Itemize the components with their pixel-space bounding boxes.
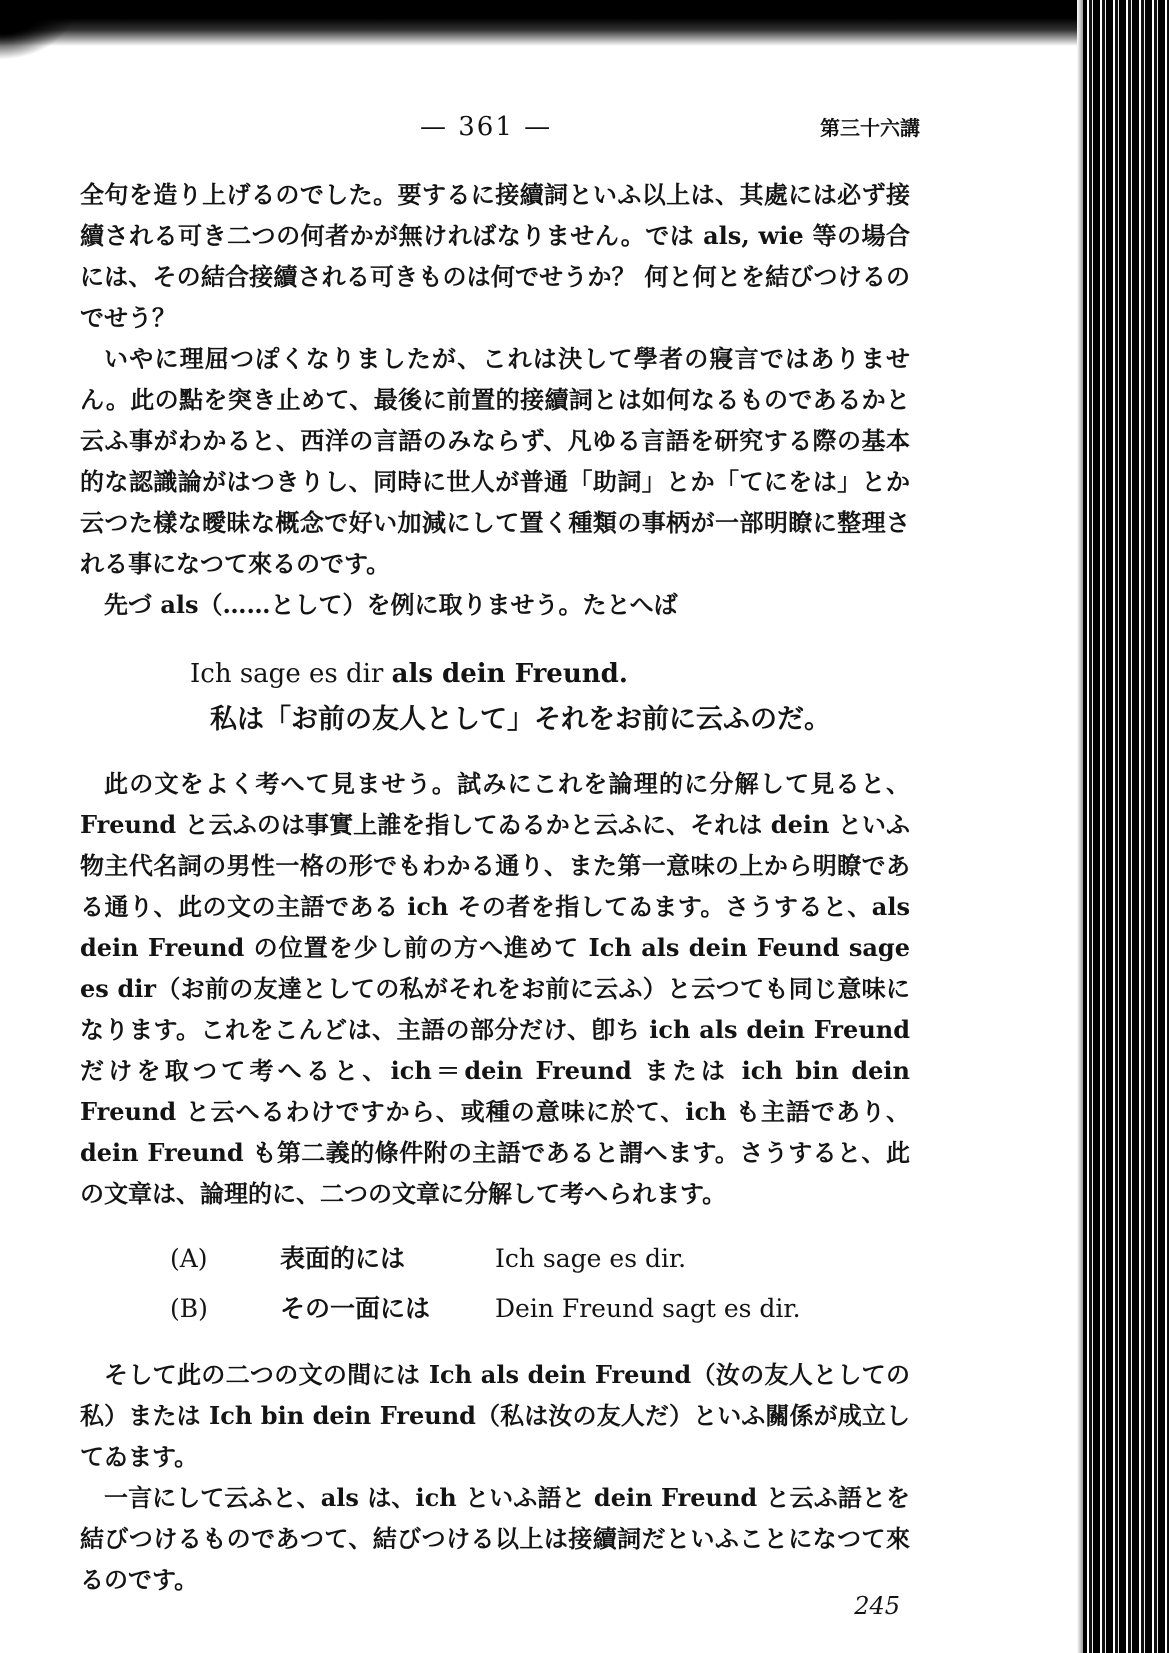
- analysis-label: (A): [170, 1244, 208, 1273]
- analysis-german: Ich sage es dir.: [495, 1244, 687, 1273]
- analysis-list: [170, 1234, 910, 1334]
- spacer: [80, 747, 910, 763]
- paragraph-3: 先づ als（……として）を例に取りませう。たとへば: [104, 590, 678, 619]
- analysis-row-a: [170, 1234, 910, 1284]
- running-head: [60, 110, 920, 150]
- analysis-row-b: [170, 1284, 910, 1334]
- paragraph-4: 此の文をよく考へて見ませう。試みにこれを論理的に分解して見ると、Freund と云ふのは事實上誰を指してゐるかと云ふに、それは dein といふ物主代名詞の男性一格の形でもわかる通り、また第一意味の上から明瞭である通り、此の文の主語である ich その者を指してゐます。さうすると、als dein Freund の位置を少し前の方へ進めて Ich als dein Feund sage es dir（お前の友達としての私がそれをお前に云ふ）と云つても同じ意味になります。これをこんどは、主語の部分だけ、卽ち ich als dein Freund だけを取つて考へると、ich＝dein Freund または ich bin dein Freund と云へるわけですから、或種の意味に於て、ich も主語であり、dein Freund も第二義的條件附の主語であると謂へます。さうすると、此の文章は、論理的に、二つの文章に分解して考へられます。: [80, 769, 910, 1208]
- example-german-bold: als dein Freund.: [391, 659, 628, 689]
- example-sentence: [80, 651, 910, 743]
- analysis-desc: その一面には: [280, 1294, 431, 1323]
- paragraph-1: 全句を造り上げるのでした。要するに接續詞といふ以上は、其處には必ず接續される可き二つの何者かが無ければなりません。では als, wie 等の場合には、その結合接續される可きものは何でせうか？ 何と何とを結びつけるのでせう？: [80, 180, 910, 332]
- analysis-label: (B): [170, 1294, 208, 1323]
- analysis-german: Dein Freund sagt es dir.: [495, 1294, 801, 1323]
- page-number-top: — 361 —: [420, 112, 553, 142]
- body-text: [80, 174, 910, 1600]
- chapter-label: 第三十六講: [820, 116, 920, 140]
- book-page-edges: [1083, 0, 1169, 1653]
- scan-shadow-corner: [0, 0, 80, 60]
- paragraph-2: いやに理屈つぽくなりましたが、これは決して學者の寢言ではありません。此の點を突き止めて、最後に前置的接續詞とは如何なるものであるかと云ふ事がわかると、西洋の言語のみならず、凡ゆる言語を研究する際の基本的な認識論がはつきりし、同時に世人が普通「助詞」とか「てにをは」とか云つた樣な曖昧な概念で好い加減にして置く種類の事柄が一部明瞭に整理される事になつて來るのです。: [80, 344, 910, 578]
- scan-shadow-top: [0, 0, 1169, 46]
- example-german: [190, 651, 910, 697]
- analysis-desc: 表面的には: [280, 1244, 406, 1273]
- book-page: [60, 100, 920, 1620]
- paragraph-5: そして此の二つの文の間には Ich als dein Freund（汝の友人としての私）または Ich bin dein Freund（私は汝の友人だ）といふ關係が成立してゐます。: [80, 1360, 910, 1471]
- example-german-plain: Ich sage es dir: [190, 659, 392, 689]
- example-japanese: 私は「お前の友人として」それをお前に云ふのだ。: [210, 704, 831, 735]
- page-number-bottom: 245: [854, 1592, 900, 1620]
- paragraph-6: 一言にして云ふと、als は、ich といふ語と dein Freund と云ふ語とを結びつけるものであつて、結びつける以上は接續詞だといふことになつて來るのです。: [80, 1483, 910, 1594]
